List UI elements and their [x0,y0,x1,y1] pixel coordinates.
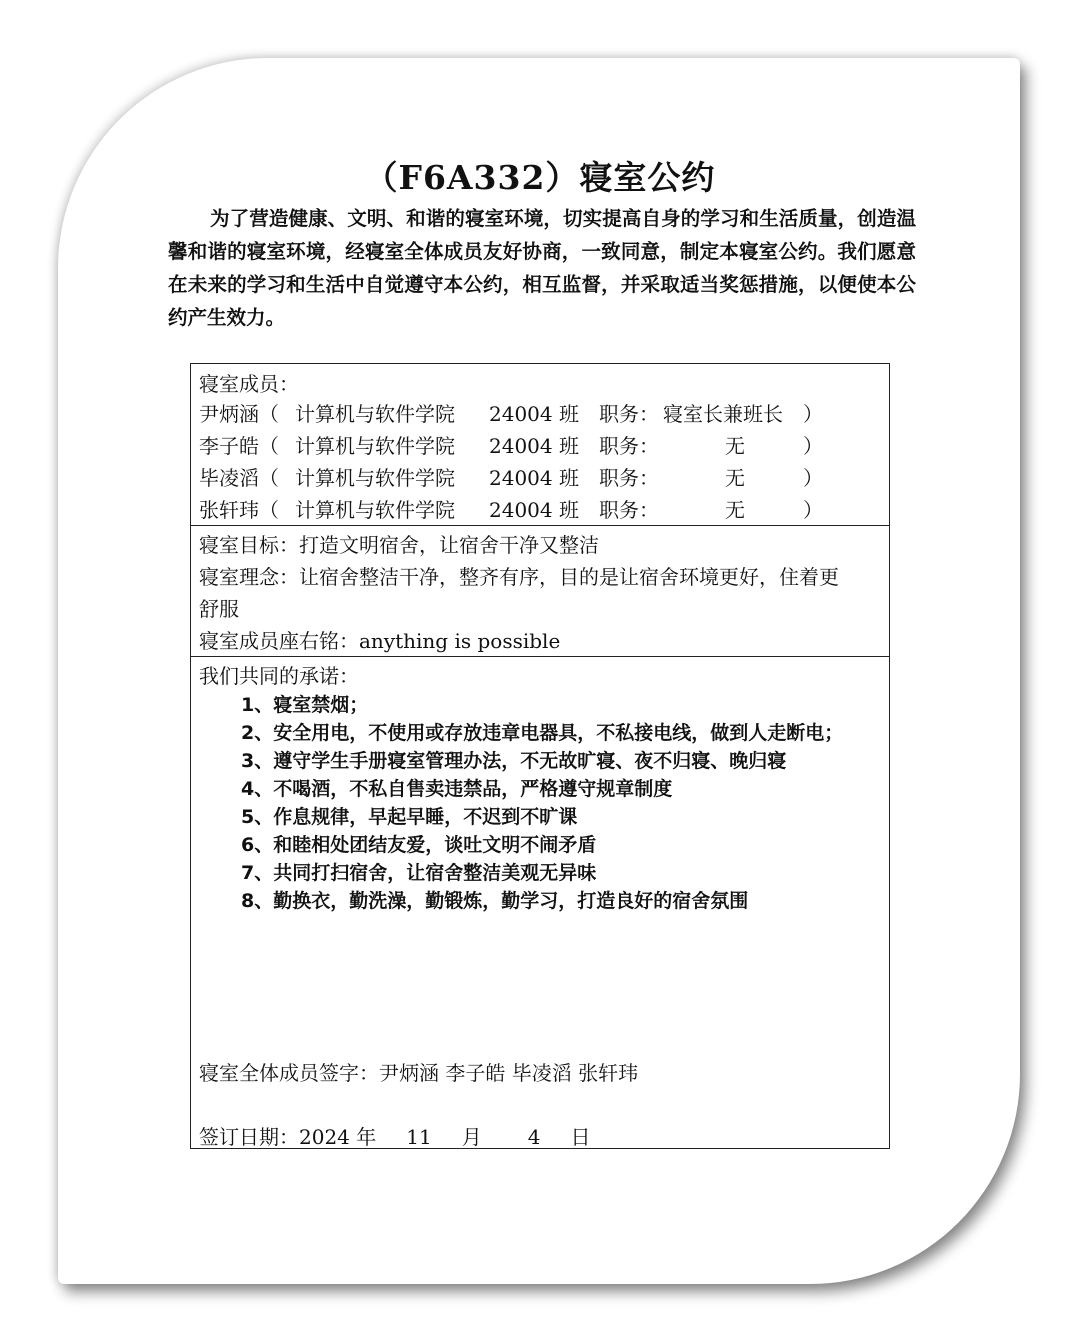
pledge-title: 我们共同的承诺： [199,664,359,688]
pledge-item: 2、安全用电，不使用或存放违章电器具，不私接电线，做到人走断电； [241,722,844,744]
date-month: 11 [406,1125,432,1149]
member-close: ） [803,434,823,458]
member-duty-label: 职务： [599,466,659,490]
member-name: 尹炳涵（ [199,402,279,426]
member-close: ） [803,402,823,426]
member-duty: 无 [725,498,745,522]
member-close: ） [803,466,823,490]
dorm-concept-line1: 寝室理念：让宿舍整洁干净，整齐有序，目的是让宿舍环境更好，住着更 [199,565,839,589]
pledge-item: 1、寝室禁烟； [241,694,369,716]
goals-section [191,525,889,657]
member-name: 毕凌滔（ [199,466,279,490]
pledge-item: 8、勤换衣，勤洗澡，勤锻炼，勤学习，打造良好的宿舍氛围 [241,890,749,912]
dorm-goal: 寝室目标：打造文明宿舍，让宿舍干净又整洁 [199,533,599,557]
pledge-item: 4、不喝酒，不私自售卖违禁品，严格遵守规章制度 [241,778,673,800]
date-label: 签订日期： [199,1125,299,1149]
member-duty-label: 职务： [599,498,659,522]
pact-table [190,363,890,1149]
member-class: 24004 班 [489,498,579,522]
date-day-unit: 日 [570,1125,591,1149]
member-duty: 寝室长兼班长 [663,402,783,426]
member-school: 计算机与软件学院 [295,402,455,426]
member-class: 24004 班 [489,466,579,490]
member-duty: 无 [725,434,745,458]
member-name: 张轩玮（ [199,498,279,522]
signing-date [199,1121,590,1150]
member-name: 李子皓（ [199,434,279,458]
members-section [191,364,889,526]
pledge-item: 3、遵守学生手册寝室管理办法，不无故旷寝、夜不归寝、晚归寝 [241,750,787,772]
pledge-item: 5、作息规律，早起早睡，不迟到不旷课 [241,806,578,828]
dorm-motto: 寝室成员座右铭：anything is possible [199,629,561,653]
date-day: 4 [527,1125,541,1149]
member-close: ） [803,498,823,522]
signature-line: 寝室全体成员签字：尹炳涵 李子皓 毕凌滔 张轩玮 [199,1061,639,1085]
intro-paragraph: 为了营造健康、文明、和谐的寝室环境，切实提高自身的学习和生活质量，创造温馨和谐的寝室环境，经寝室全体成员友好协商，一致同意，制定本寝室公约。我们愿意在未来的学习和生活中自觉遵守本公约，相互监督，并采取适当奖惩措施，以便使本公约产生效力。 [168,207,916,329]
member-class: 24004 班 [489,434,579,458]
page-title: （F6A332）寝室公约 [364,158,716,197]
members-label: 寝室成员： [199,372,299,396]
date-year: 2024 年 [299,1125,377,1149]
dorm-concept-line2: 舒服 [199,597,239,621]
member-duty-label: 职务： [599,434,659,458]
member-school: 计算机与软件学院 [295,434,455,458]
member-duty-label: 职务： [599,402,659,426]
pledge-item: 7、共同打扫宿舍，让宿舍整洁美观无异味 [241,862,597,884]
member-school: 计算机与软件学院 [295,498,455,522]
date-month-unit: 月 [461,1125,482,1149]
pledge-item: 6、和睦相处团结友爱，谈吐文明不闹矛盾 [241,834,597,856]
member-school: 计算机与软件学院 [295,466,455,490]
member-class: 24004 班 [489,402,579,426]
member-duty: 无 [725,466,745,490]
